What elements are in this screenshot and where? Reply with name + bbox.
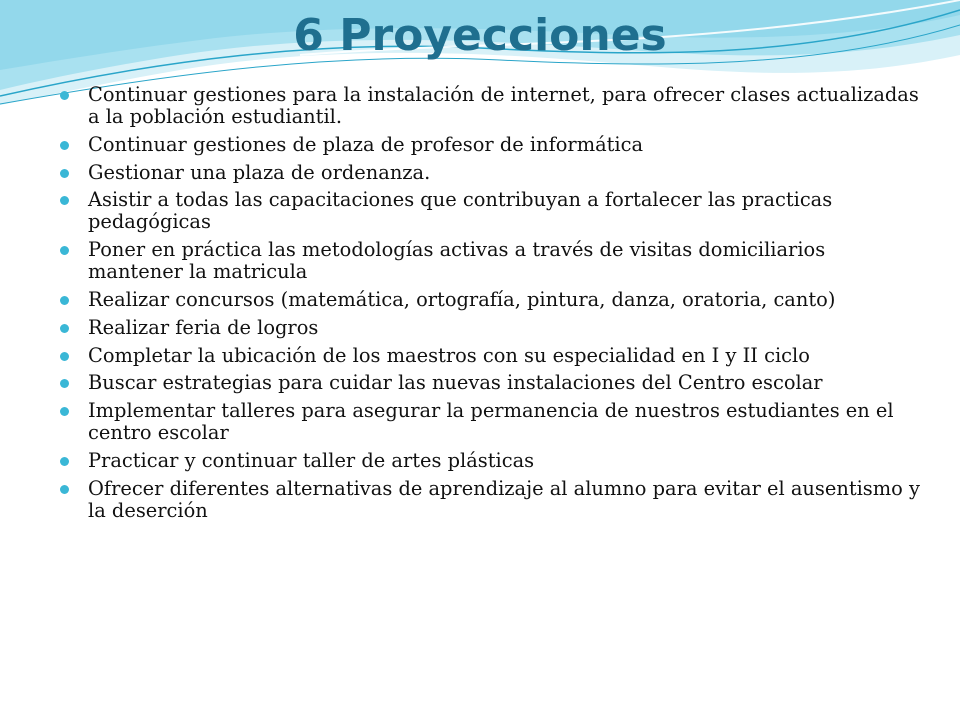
list-item (60, 400, 920, 444)
list-item (60, 450, 920, 472)
bullet-icon (60, 246, 69, 255)
list-item (60, 134, 920, 156)
bullet-icon (60, 379, 69, 388)
list-item (60, 372, 920, 394)
list-item-text: Asistir a todas las capacitaciones que contribuyan a fortalecer las practicas pedagógicas (88, 188, 833, 234)
bullet-icon (60, 169, 69, 178)
list-item (60, 189, 920, 233)
bullet-icon (60, 324, 69, 333)
bullet-icon (60, 91, 69, 100)
list-item-text: Implementar talleres para asegurar la permanencia de nuestros estudiantes en el centro escolar (88, 399, 894, 445)
list-item (60, 239, 920, 283)
bullet-icon (60, 196, 69, 205)
list-item (60, 84, 920, 128)
list-item (60, 478, 920, 522)
list-item-text: Continuar gestiones para la instalación de internet, para ofrecer clases actualizadas a la población estudiantil. (88, 83, 919, 128)
bullet-icon (60, 485, 69, 494)
list-item-text: Continuar gestiones de plaza de profesor de informática (88, 132, 644, 156)
slide-title: 6 Proyecciones (293, 10, 667, 61)
list-item-text: Realizar concursos (matemática, ortografía, pintura, danza, oratoria, canto) (88, 287, 836, 311)
bullet-icon (60, 352, 69, 361)
list-item-text: Buscar estrategias para cuidar las nuevas instalaciones del Centro escolar (88, 371, 823, 395)
list-item (60, 162, 920, 184)
list-item-text: Gestionar una plaza de ordenanza. (88, 160, 431, 184)
bullet-list (60, 84, 920, 528)
list-item-text: Practicar y continuar taller de artes plásticas (88, 448, 535, 472)
list-item (60, 317, 920, 339)
bullet-icon (60, 296, 69, 305)
list-item-text: Poner en práctica las metodologías activas a través de visitas domiciliarios mantener la matricula (88, 238, 826, 284)
bullet-icon (60, 141, 69, 150)
list-item (60, 289, 920, 311)
list-item (60, 345, 920, 367)
list-item-text: Completar la ubicación de los maestros con su especialidad en I y II ciclo (88, 343, 810, 367)
bullet-icon (60, 407, 69, 416)
list-item-text: Realizar feria de logros (88, 315, 319, 339)
list-item-text: Ofrecer diferentes alternativas de aprendizaje al alumno para evitar el ausentismo y la deserción (88, 476, 920, 522)
bullet-icon (60, 457, 69, 466)
